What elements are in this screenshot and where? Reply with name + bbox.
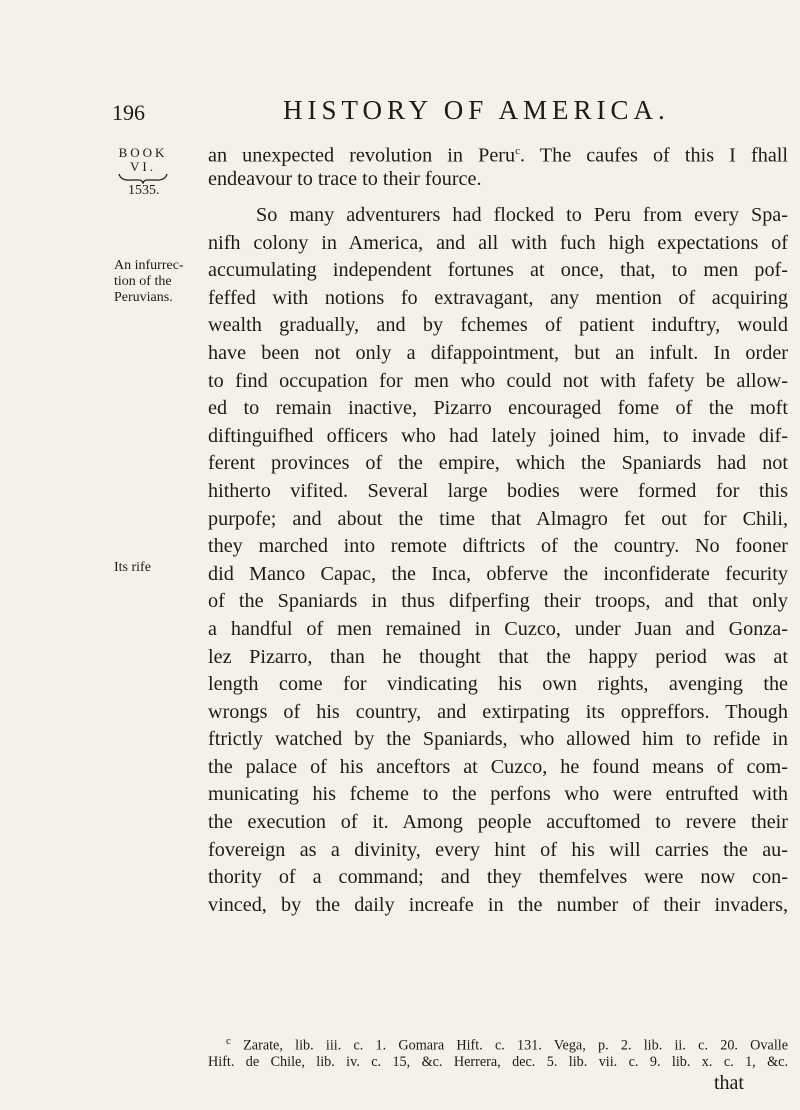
text-line: ferent provinces of the empire, which the Spaniards had not — [208, 452, 788, 475]
text-line: endeavour to trace to their fource. — [208, 167, 482, 190]
text-line: diftinguifhed officers who had lately joined him, to invade dif- — [208, 424, 788, 447]
text-line — [208, 138, 788, 166]
text-line: the palace of his anceftors at Cuzco, he found means of com- — [208, 755, 788, 778]
margin-note-its-rise: Its rife — [114, 560, 151, 575]
text-line: wrongs of his country, and extirpating its oppreffors. Though — [208, 700, 788, 723]
text-line: nifh colony in America, and all with fuch high expectations of — [208, 231, 788, 254]
text-line: wealth gradually, and by fchemes of patient induftry, would — [208, 314, 788, 337]
first-paragraph — [208, 138, 788, 193]
line-text-tail: . The caufes of this I fhall — [520, 144, 788, 167]
text-line: So many adventurers had flocked to Peru from every Spa- — [256, 204, 788, 226]
text-line: a handful of men remained in Cuzco, under Juan and Gonza- — [208, 617, 788, 640]
text-line: fovereign as a divinity, every hint of his will carries the au- — [208, 838, 788, 861]
second-paragraph — [208, 202, 788, 919]
book-label: BOOK VI. — [118, 145, 168, 174]
footnote — [208, 1031, 788, 1073]
text-line: of the Spaniards in thus difperfing their troops, and that only — [208, 590, 788, 613]
text-line: length come for vindicating his own rights, avenging the — [208, 673, 788, 696]
text-line: accumulating independent fortunes at once, that, to men pof- — [208, 259, 788, 282]
text-line: municating his fcheme to the perfons who were entrufted with — [208, 783, 788, 806]
line-text: an unexpected revolution in Peru — [208, 144, 516, 167]
catchword: that — [714, 1072, 744, 1094]
text-line: the execution of it. Among people accuftomed to revere their — [208, 811, 788, 834]
text-line: they marched into remote diftricts of the country. No fooner — [208, 535, 788, 558]
text-line: ed to remain inactive, Pizarro encouraged fome of the moft — [208, 397, 788, 420]
text-line: hitherto vifited. Several large bodies were formed for this — [208, 479, 788, 502]
text-line: to find occupation for men who could not with fafety be allow- — [208, 369, 788, 392]
footnote-line: Hift. de Chile, lib. iv. c. 15, &c. Herrera, dec. 5. lib. vii. c. 9. lib. x. c. 1, &c. — [208, 1054, 788, 1070]
text-line: purpofe; and about the time that Almagro fet out for Chili, — [208, 507, 788, 530]
running-title: HISTORY OF AMERICA. — [283, 95, 670, 125]
year-label: 1535. — [128, 183, 160, 198]
text-line: feffed with notions fo extravagant, any mention of acquiring — [208, 286, 788, 309]
text-line: did Manco Capac, the Inca, obferve the inconfiderate fecurity — [208, 562, 788, 585]
text-line: vinced, by the daily increafe in the number of their invaders, — [208, 893, 788, 916]
footnote-line — [208, 1031, 788, 1052]
page-number: 196 — [112, 100, 145, 125]
text-line: lez Pizarro, than he thought that the happy period was at — [208, 645, 788, 668]
footnote-ref: c — [515, 145, 520, 157]
text-line: thority of a command; and they themfelves were now con- — [208, 866, 788, 889]
footnote-marker: c — [226, 1035, 231, 1047]
text-line: ftrictly watched by the Spaniards, who allowed him to refide in — [208, 728, 788, 751]
margin-note-insurrection: An infurrec-tion of the Peruvians. — [114, 258, 184, 305]
text-line: have been not only a difappointment, but an infult. In order — [208, 341, 788, 364]
footnote-text: Zarate, lib. iii. c. 1. Gomara Hift. c. 131. Vega, p. 2. lib. ii. c. 20. Ovalle — [243, 1037, 789, 1054]
